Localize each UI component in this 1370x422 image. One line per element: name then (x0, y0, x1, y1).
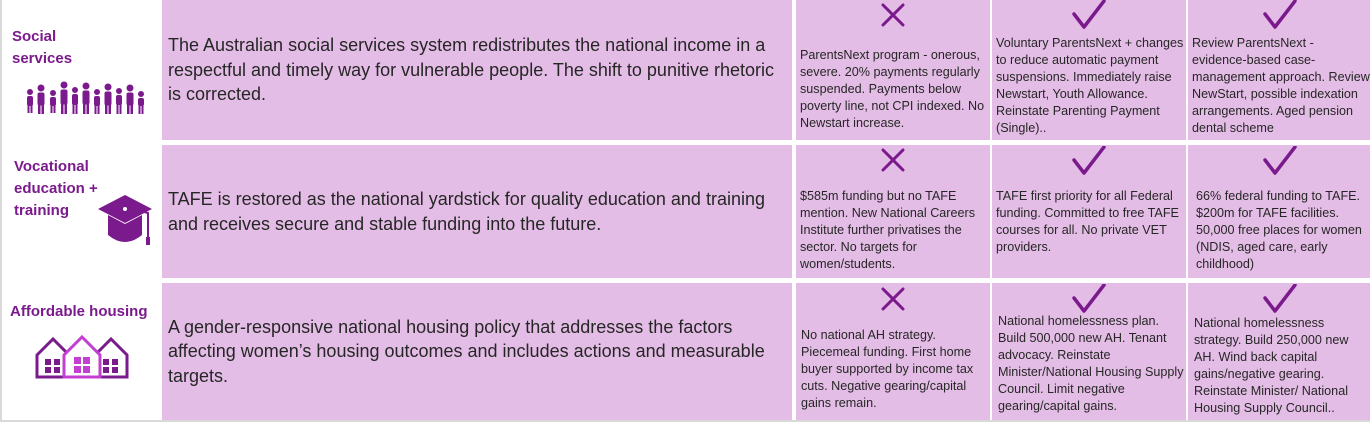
party-cell-2 (992, 145, 1186, 278)
row-affordable-housing (2, 283, 1370, 420)
check-icon (992, 146, 1186, 176)
row-description-cell (162, 0, 792, 140)
row-description: A gender-responsive national housing policy that addresses the factors affecting women’s housing outcomes and includes actions and measurable targets. (168, 316, 765, 386)
row-social-services (2, 0, 1370, 140)
party-cell-text: ParentsNext program - onerous, severe. 20% payments regularly suspended. Payments below poverty line, not CPI indexed. No Newstart increase. (800, 48, 985, 130)
people-group-icon (24, 80, 146, 119)
party-cell-text: Review ParentsNext - evidence-based case-management approach. Review NewStart, possible indexation arrangements. Aged pension dental scheme (1192, 36, 1370, 135)
party-cell-2 (992, 283, 1186, 420)
graduation-cap-icon (98, 193, 154, 254)
party-cell-text: National homelessness plan. Build 500,000 new AH. Tenant advocacy. Reinstate Minister/National Housing Supply Council. Limit negative gearing/capital gains. (998, 314, 1184, 413)
party-cell-text: 66% federal funding to TAFE. $200m for TAFE facilities. 50,000 free places for women (NDIS, aged care, early childhood) (1196, 189, 1362, 271)
party-cell-2 (992, 0, 1186, 140)
row-description-cell (162, 145, 792, 278)
row-label-cell (2, 145, 160, 278)
row-label-cell (2, 0, 160, 140)
check-icon (1188, 284, 1370, 314)
party-cell-text: Voluntary ParentsNext + changes to reduce automatic payment suspensions. Immediately raise Newstart, Youth Allowance. Reinstate Parenting Payment (Single).. (996, 36, 1184, 135)
cross-icon (796, 147, 990, 173)
party-cell-text: No national AH strategy. Piecemeal funding. First home buyer supported by income tax cuts. Negative gearing/capital gains remain. (801, 328, 974, 410)
check-icon (992, 284, 1186, 314)
check-icon (1188, 146, 1370, 176)
party-cell-text: $585m funding but no TAFE mention. New National Careers Institute further privatises the sector. No targets for women/students. (800, 189, 975, 271)
party-cell-text: TAFE first priority for all Federal funding. Committed to free TAFE courses for all. No private VET providers. (996, 189, 1179, 254)
cross-icon (796, 286, 990, 312)
row-label-cell (2, 283, 160, 420)
check-icon (992, 0, 1186, 30)
party-cell-3 (1188, 145, 1370, 278)
row-description: The Australian social services system redistributes the national income in a respectful and timely way for vulnerable people. The shift to punitive rhetoric is corrected. (168, 35, 774, 105)
row-vocational-education (2, 145, 1370, 278)
party-cell-1 (796, 0, 990, 140)
check-icon (1188, 0, 1370, 30)
cross-icon (796, 2, 990, 28)
row-label: Vocational education + training (14, 158, 98, 219)
party-cell-1 (796, 145, 990, 278)
row-description: TAFE is restored as the national yardstick for quality education and training and receives secure and stable funding into the future. (168, 189, 765, 234)
party-cell-text: National homelessness strategy. Build 250,000 new AH. Wind back capital gains/negative gearing. Reinstate Minister/ National Housing Supply Council.. (1194, 316, 1349, 415)
houses-icon (35, 335, 129, 384)
row-label: Affordable housing (10, 303, 148, 320)
party-cell-3 (1188, 0, 1370, 140)
row-description-cell (162, 283, 792, 420)
row-label: Social services (12, 28, 73, 67)
party-cell-1 (796, 283, 990, 420)
party-cell-3 (1188, 283, 1370, 420)
